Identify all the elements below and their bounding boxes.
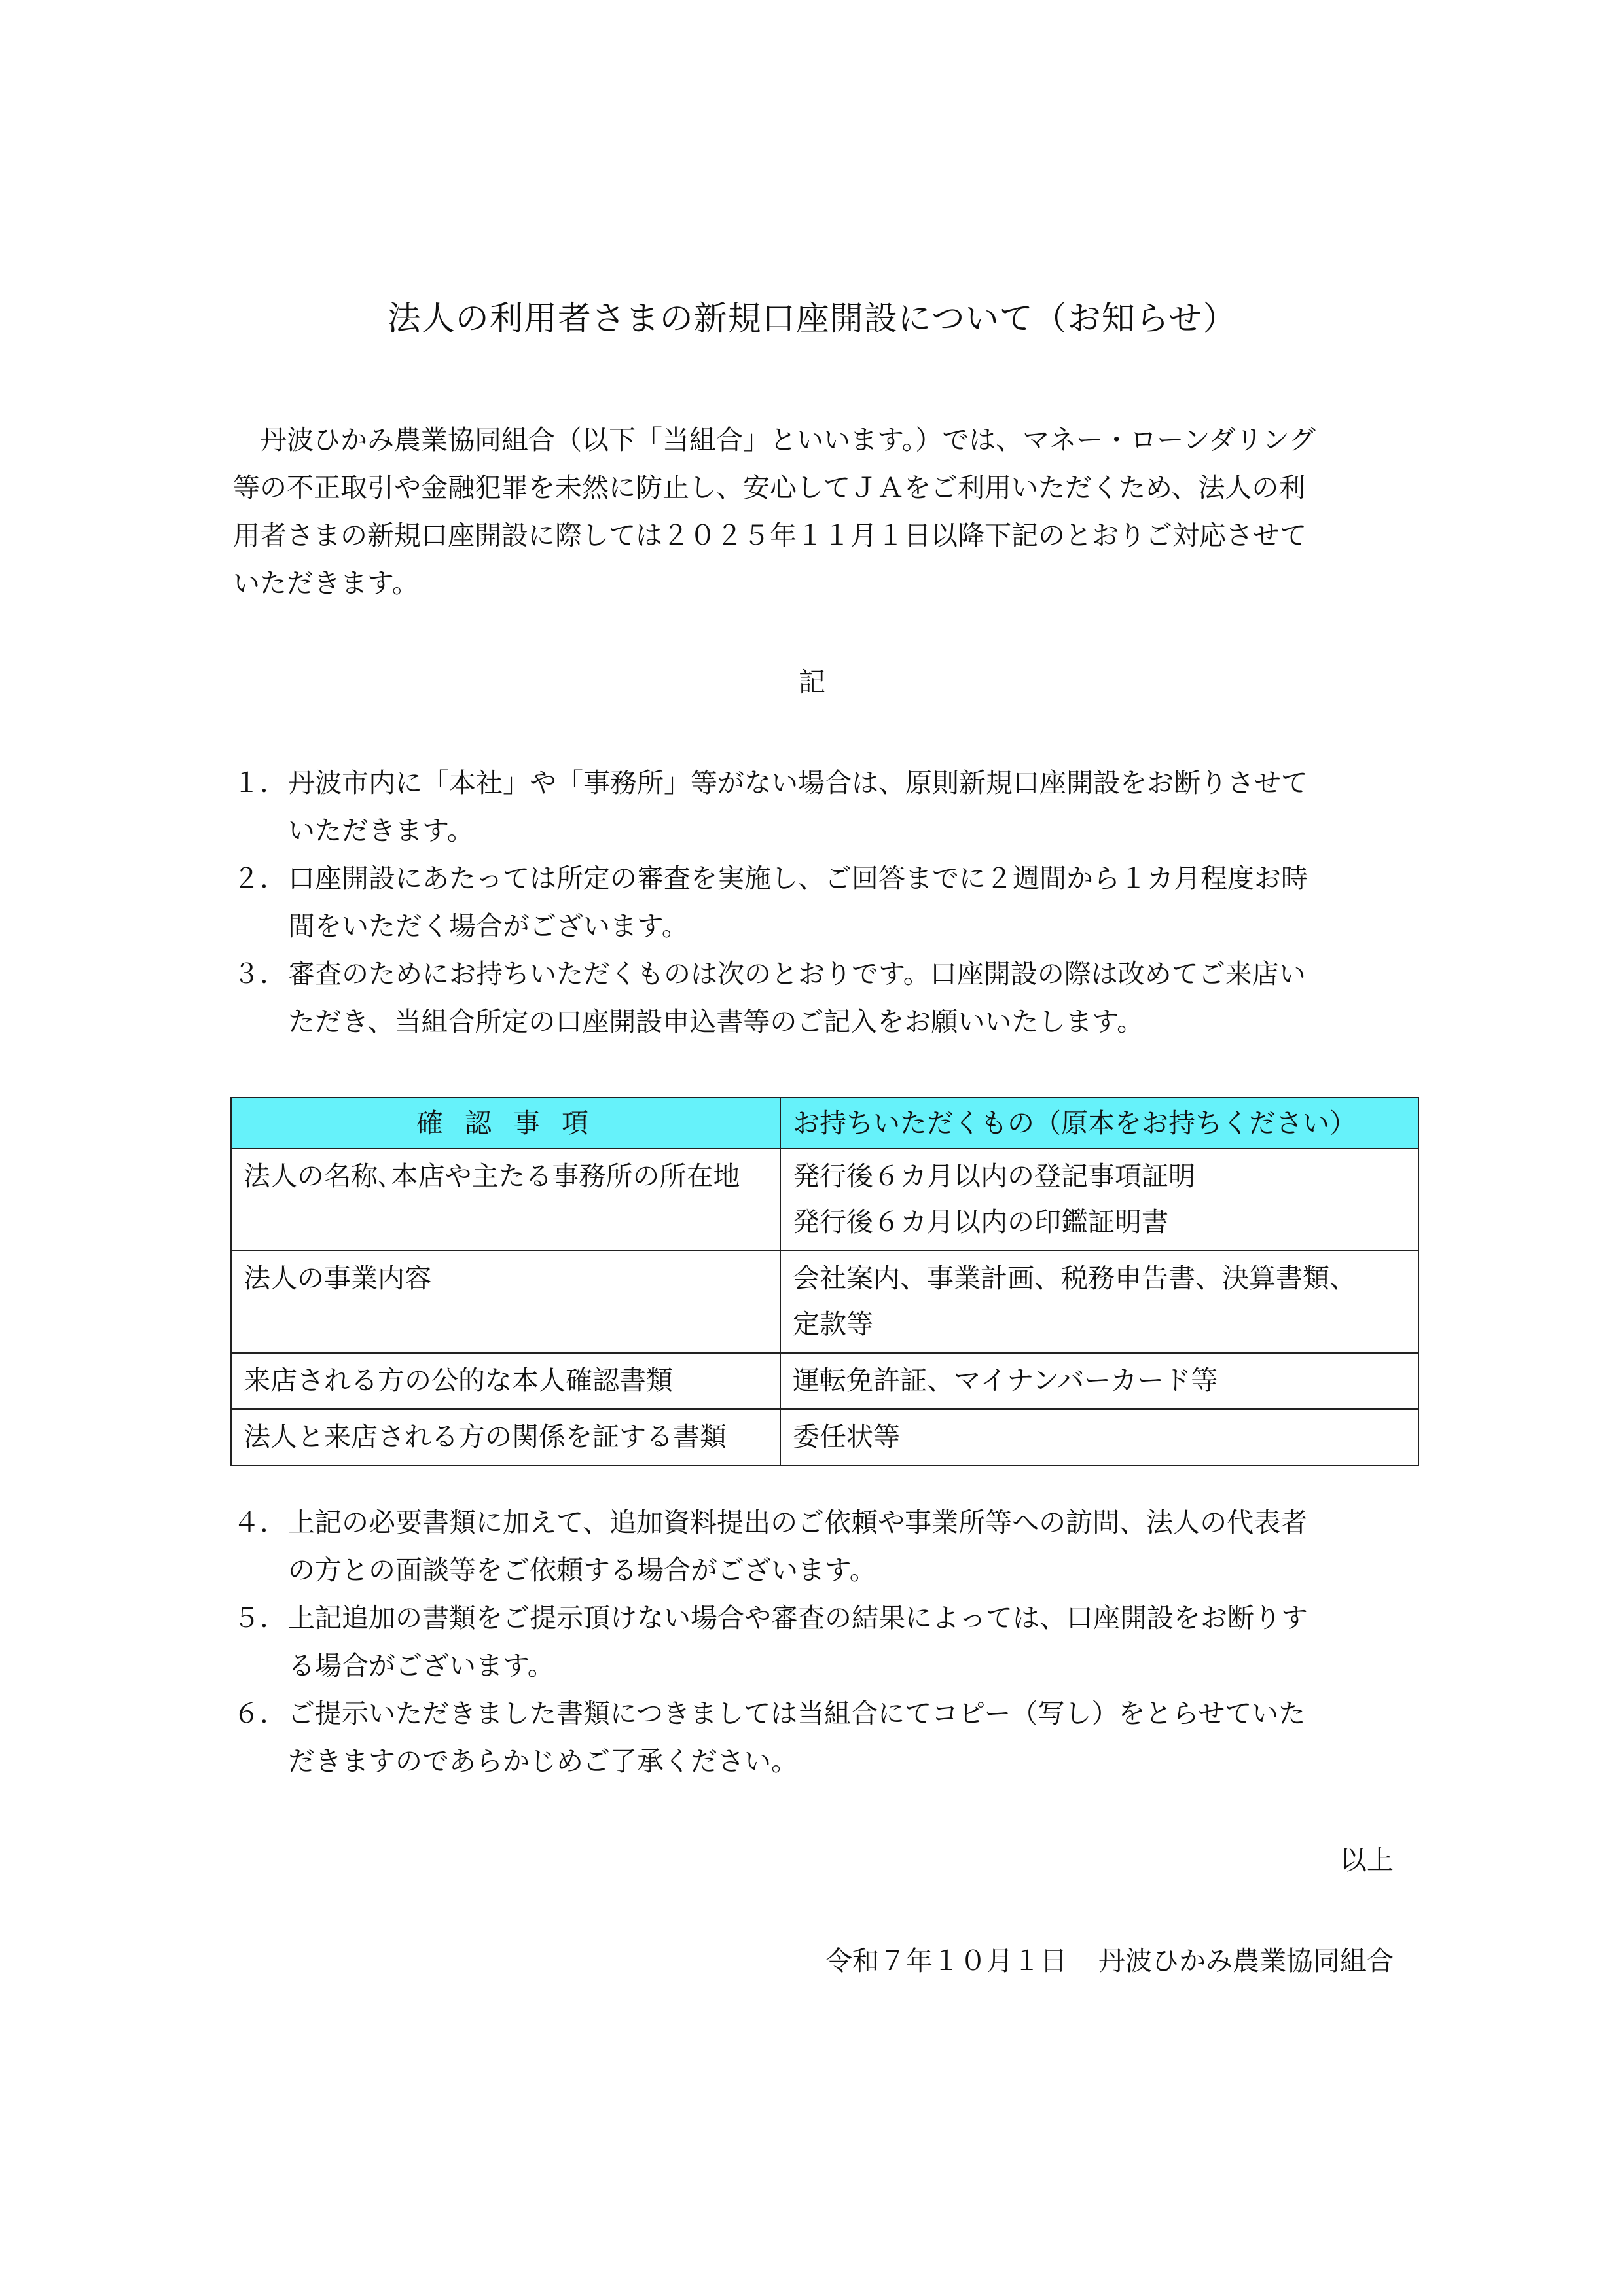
list-line: 間をいただく場合がございます。 [288,910,689,942]
requirements-table-wrapper [230,1097,1419,1466]
row-item: 法人と来店される方の関係を証する書類 [231,1409,780,1465]
row-item: 来店される方の公的な本人確認書類 [231,1353,780,1409]
header-documents: お持ちいただくもの（原本をお持ちください） [780,1098,1418,1149]
row-item: 法人の名称､本店や主たる事務所の所在地 [231,1149,780,1251]
doc-line: 発行後６カ月以内の印鑑証明書 [792,1206,1168,1238]
table-row [231,1409,1418,1465]
table-header-row [231,1098,1418,1149]
requirements-table [230,1097,1419,1466]
list-number: ６． [233,1698,287,1729]
numbered-list-bottom [233,1499,1411,1785]
row-item: 法人の事業内容 [231,1251,780,1353]
footer-signature [825,1941,1394,1981]
intro-line: いただきます。 [233,567,419,599]
list-line: の方との面談等をご依頼する場合がございます。 [288,1554,876,1586]
row-docs [780,1149,1418,1251]
table-row [231,1251,1418,1353]
page-title: 法人の利用者さまの新規口座開設について（お知らせ） [387,300,1237,338]
list-item-1 [233,759,1411,855]
list-number: ４． [233,1507,287,1538]
list-item-2 [233,855,1411,950]
doc-line: 運転免許証、マイナンバーカード等 [792,1365,1218,1396]
doc-line: 発行後６カ月以内の登記事項証明 [792,1160,1195,1192]
list-item-3 [233,950,1411,1046]
list-line: いただきます。 [288,815,474,846]
list-line: だきますのであらかじめご了承ください。 [288,1746,798,1777]
footer-date: 令和７年１０月１日 [825,1945,1067,1977]
list-line: 丹波市内に「本社」や「事務所」等がない場合は、原則新規口座開設をお断りさせて [288,767,1308,798]
list-number: ５． [233,1602,287,1634]
closing-ijou: 以上 [1340,1844,1394,1876]
list-number: ２． [233,863,287,894]
row-docs [780,1353,1418,1409]
intro-paragraph [233,416,1393,607]
list-number: １． [233,767,287,798]
doc-line: 会社案内、事業計画、税務申告書、決算書類、 [792,1263,1356,1294]
doc-line: 委任状等 [792,1421,900,1452]
list-line: 上記の必要書類に加えて、追加資料提出のご依頼や事業所等への訪問、法人の代表者 [288,1507,1308,1538]
footer-organization: 丹波ひかみ農業協同組合 [1098,1945,1394,1977]
row-docs [780,1409,1418,1465]
list-line: 上記追加の書類をご提示頂けない場合や審査の結果によっては、口座開設をお断りす [288,1602,1308,1634]
list-item-4 [233,1499,1411,1594]
row-docs [780,1251,1418,1353]
intro-line: 丹波ひかみ農業協同組合（以下「当組合」といいます。）では、マネー・ローンダリング [233,424,1316,456]
list-line: る場合がございます。 [288,1650,554,1681]
table-row [231,1353,1418,1409]
list-line: 口座開設にあたっては所定の審査を実施し、ご回答までに２週間から１カ月程度お時 [288,863,1308,894]
intro-line: 用者さまの新規口座開設に際しては２０２５年１１月１日以降下記のとおりご対応させて [233,520,1307,551]
list-number: ３． [233,958,287,990]
ki-heading: 記 [799,666,825,698]
list-item-5 [233,1594,1411,1690]
intro-line: 等の不正取引や金融犯罪を未然に防止し、安心してＪＡをご利用いただくため、法人の利 [233,472,1306,503]
list-item-6 [233,1690,1411,1785]
list-line: ただき、当組合所定の口座開設申込書等のご記入をお願いいたします。 [288,1006,1144,1037]
header-check-items: 確 認 事 項 [231,1098,780,1149]
doc-line: 定款等 [792,1308,873,1340]
list-line: 審査のためにお持ちいただくものは次のとおりです。口座開設の際は改めてご来店い [288,958,1306,990]
table-row [231,1149,1418,1251]
numbered-list-top [233,759,1411,1046]
list-line: ご提示いただきました書類につきましては当組合にてコピー（写し）をとらせていた [288,1698,1306,1729]
